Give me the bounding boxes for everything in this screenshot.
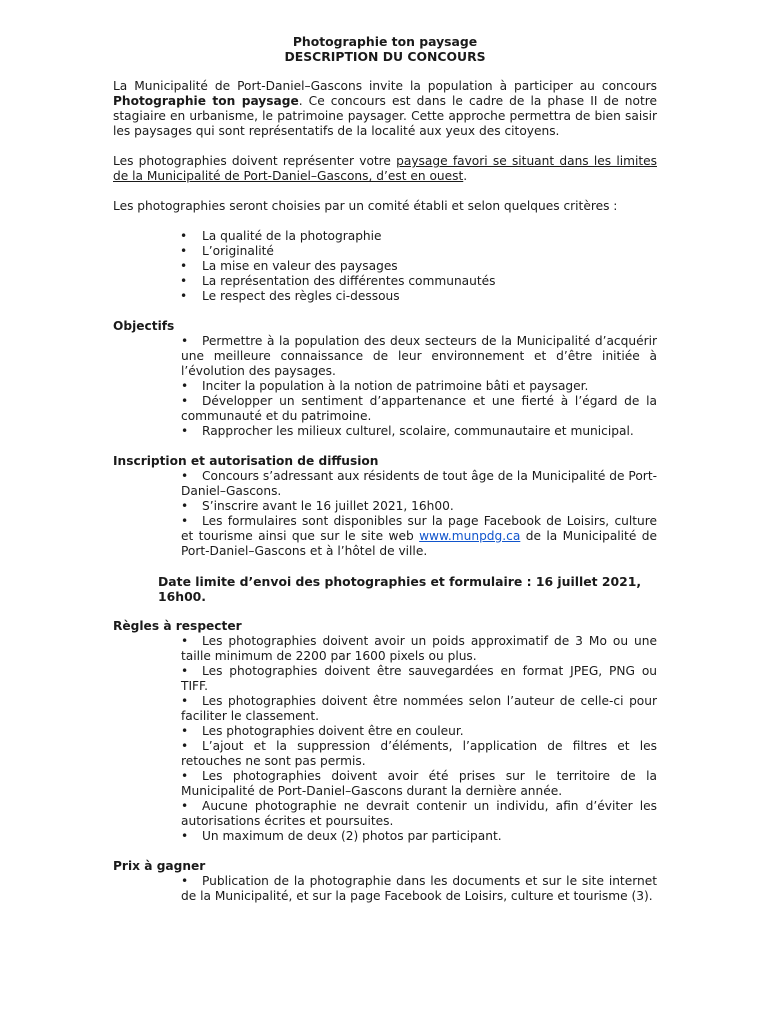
section-heading-objectifs: Objectifs xyxy=(113,319,175,333)
bullet-icon: • xyxy=(181,379,189,393)
list-item xyxy=(181,664,657,694)
list-item: • La mise en valeur des paysages xyxy=(113,259,657,274)
list-item: • Le respect des règles ci-dessous xyxy=(113,289,657,304)
document-title: Photographie ton paysage xyxy=(292,34,478,49)
list-item-text: Les photographies doivent être sauvegardées en format JPEG, PNG ou TIFF. xyxy=(181,664,657,693)
list-item-text: Publication de la photographie dans les documents et sur le site internet de la Municipalité, et sur la page Facebook de Loisirs, culture et tourisme (3). xyxy=(181,874,657,903)
list-item-text: Permettre à la population des deux secteurs de la Municipalité d’acquérir une meilleure connaissance de leur environnement et d’être initiée à l’évolution des paysages. xyxy=(181,334,657,378)
website-link[interactable]: www.munpdg.ca xyxy=(419,529,521,543)
bullet-icon: • xyxy=(181,694,189,708)
list-item xyxy=(181,739,657,769)
document-subtitle: DESCRIPTION DU CONCOURS xyxy=(284,49,486,64)
deadline-notice: Date limite d’envoi des photographies et formulaire : 16 juillet 2021, 16h00. xyxy=(158,574,642,604)
list-item-text: Aucune photographie ne devrait contenir un individu, afin d’éviter les autorisations écrites et poursuites. xyxy=(181,799,657,828)
bullet-icon: • xyxy=(181,394,189,408)
list-item-text: Les photographies doivent être en couleur. xyxy=(202,724,464,738)
list-item: • La qualité de la photographie xyxy=(113,229,657,244)
inscription-list xyxy=(113,469,657,559)
theme-paragraph xyxy=(113,154,657,184)
list-item-text: Un maximum de deux (2) photos par participant. xyxy=(202,829,502,843)
intro-text-end: . Ce concours est dans le cadre de la phase II de notre stagiaire en urbanisme, le patrimoine paysager. Cette approche permettra de bien saisir les paysages qui sont représentatifs de la localité aux yeux des citoyens. xyxy=(113,94,657,138)
document-page xyxy=(113,34,657,904)
theme-underlined: paysage favori se situant dans les limites de la Municipalité de Port-Daniel–Gascons, d’est en ouest xyxy=(113,154,657,183)
criteria-list xyxy=(113,229,657,304)
list-item-text: Développer un sentiment d’appartenance et une fierté à l’égard de la communauté et du patrimoine. xyxy=(181,394,657,423)
section-heading-prix: Prix à gagner xyxy=(113,859,206,873)
list-item-text: Inciter la population à la notion de patrimoine bâti et paysager. xyxy=(202,379,589,393)
list-item xyxy=(181,694,657,724)
list-item xyxy=(181,799,657,829)
intro-paragraph xyxy=(113,79,657,139)
list-item-text: Les photographies doivent avoir un poids approximatif de 3 Mo ou une taille minimum de 2200 par 1600 pixels ou plus. xyxy=(181,634,657,663)
list-item xyxy=(181,469,657,499)
bullet-icon: • xyxy=(181,724,189,738)
objectifs-list xyxy=(113,334,657,439)
section-heading-inscription: Inscription et autorisation de diffusion xyxy=(113,454,379,468)
list-item-text: de la Municipalité de Port-Daniel–Gascons et à l’hôtel de ville. xyxy=(181,529,657,558)
list-item xyxy=(181,499,657,514)
list-item-text: L’ajout et la suppression d’éléments, l’application de filtres et les retouches ne sont pas permis. xyxy=(181,739,657,768)
contest-name: Photographie ton paysage xyxy=(113,94,299,108)
list-item xyxy=(181,874,657,904)
bullet-icon: • xyxy=(181,469,189,483)
theme-text-end: . xyxy=(463,169,468,183)
list-item-text: Rapprocher les milieux culturel, scolaire, communautaire et municipal. xyxy=(202,424,634,438)
list-item xyxy=(181,379,657,394)
list-item xyxy=(181,334,657,379)
list-item xyxy=(181,514,657,559)
list-item xyxy=(181,394,657,424)
bullet-icon: • xyxy=(181,634,189,648)
list-item xyxy=(181,829,657,844)
bullet-icon: • xyxy=(181,514,189,528)
list-item-text: S’inscrire avant le 16 juillet 2021, 16h00. xyxy=(202,499,454,513)
bullet-icon: • xyxy=(181,874,189,888)
list-item-text: Concours s’adressant aux résidents de tout âge de la Municipalité de Port-Daniel–Gascons. xyxy=(181,469,657,498)
prix-list xyxy=(113,874,657,904)
list-item-text: Les photographies doivent être nommées selon l’auteur de celle-ci pour faciliter le classement. xyxy=(181,694,657,723)
bullet-icon: • xyxy=(181,739,189,753)
bullet-icon: • xyxy=(181,769,189,783)
list-item-text: Les photographies doivent avoir été prises sur le territoire de la Municipalité de Port-Daniel–Gascons durant la dernière année. xyxy=(181,769,657,798)
bullet-icon: • xyxy=(181,424,189,438)
bullet-icon: • xyxy=(181,664,189,678)
bullet-icon: • xyxy=(181,334,189,348)
list-item xyxy=(181,724,657,739)
regles-list xyxy=(113,634,657,844)
list-item xyxy=(181,769,657,799)
list-item xyxy=(181,424,657,439)
bullet-icon: • xyxy=(181,829,189,843)
intro-text-start: La Municipalité de Port-Daniel–Gascons invite la population à participer au concours xyxy=(113,79,657,93)
list-item-text: Les formulaires sont disponibles sur la page Facebook de Loisirs, culture et tourisme ainsi que sur le site web xyxy=(181,514,657,543)
list-item xyxy=(181,634,657,664)
bullet-icon: • xyxy=(181,499,189,513)
theme-text-start: Les photographies doivent représenter votre xyxy=(113,154,397,168)
list-item: • L’originalité xyxy=(113,244,657,259)
list-item: • La représentation des différentes communautés xyxy=(113,274,657,289)
bullet-icon: • xyxy=(181,799,189,813)
criteria-intro: Les photographies seront choisies par un comité établi et selon quelques critères : xyxy=(113,199,618,213)
section-heading-regles: Règles à respecter xyxy=(113,619,242,633)
